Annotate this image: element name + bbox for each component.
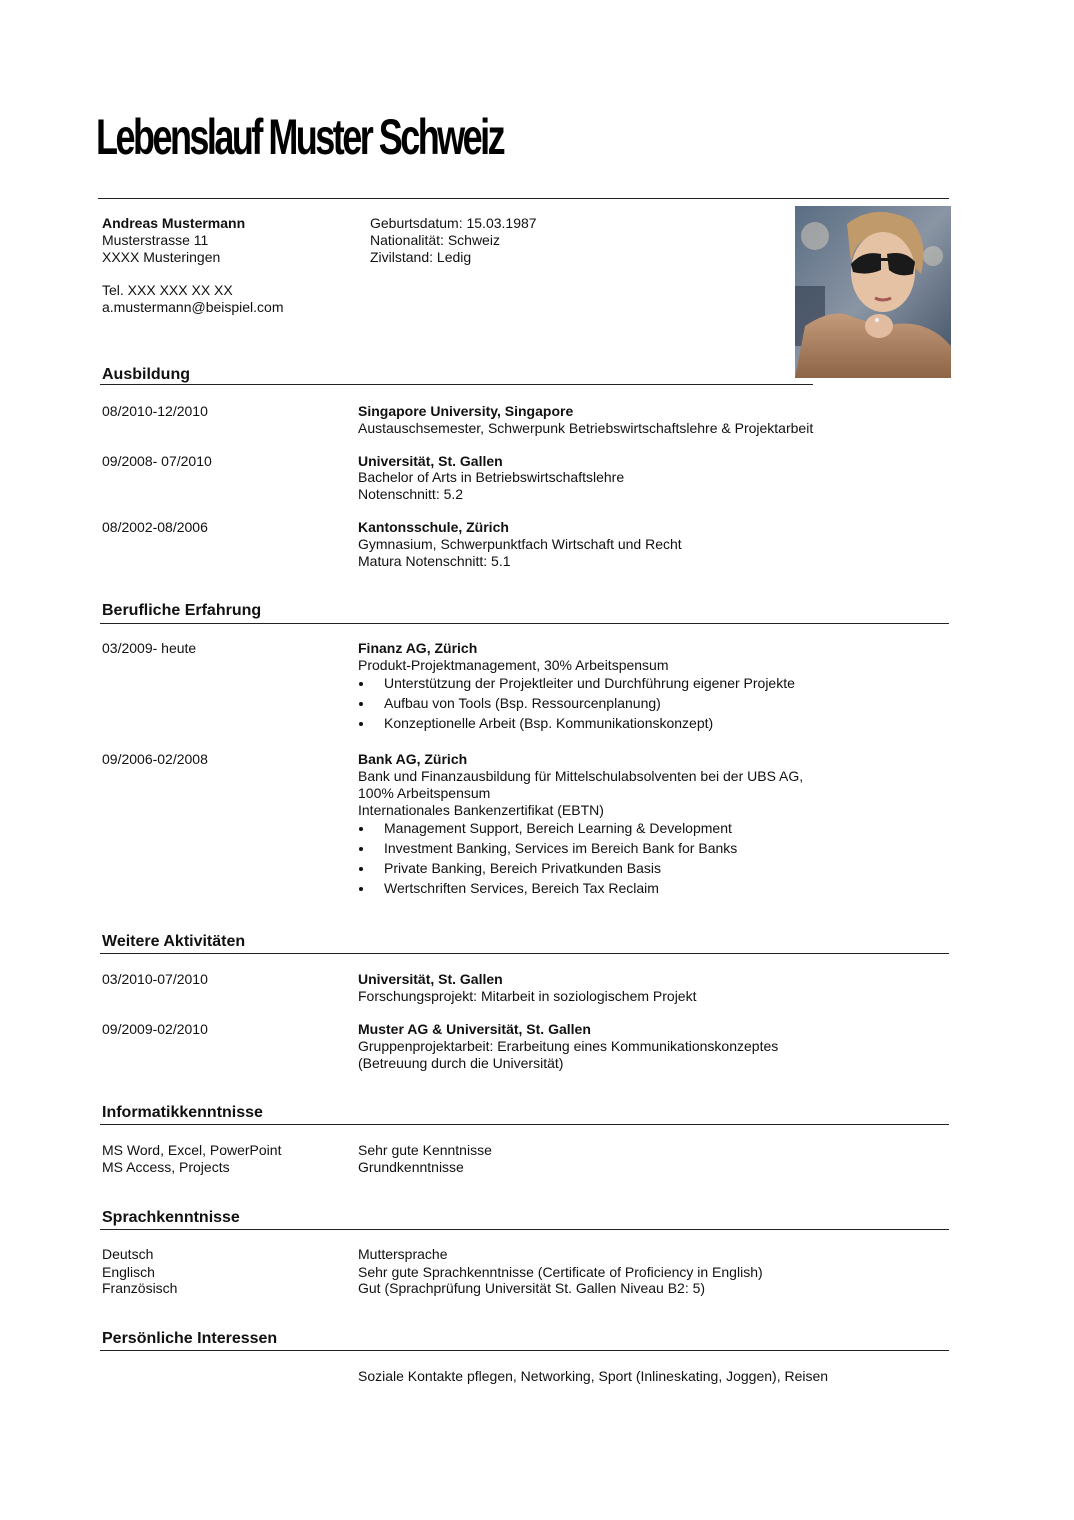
bullet-item: Investment Banking, Services im Bereich Bank for Banks [384, 840, 737, 857]
education-place-3: Kantonsschule, Zürich [358, 519, 509, 535]
it-level: Sehr gute Kenntnisse [358, 1142, 492, 1158]
education-line: Bachelor of Arts in Betriebswirtschaftslehre [358, 469, 625, 485]
it-divider [100, 1124, 949, 1125]
languages-divider [100, 1229, 949, 1230]
person-name: Andreas Mustermann [102, 215, 246, 231]
section-heading-interests: Persönliche Interessen [102, 1330, 278, 1347]
education-line: Notenschnitt: 5.2 [358, 486, 464, 502]
address-city: XXXX Musteringen [102, 249, 221, 265]
phone: Tel. XXX XXX XX XX [102, 282, 233, 298]
bullet-item: Private Banking, Bereich Privatkunden Basis [384, 860, 661, 877]
education-date-3: 08/2002-08/2006 [102, 519, 208, 535]
experience-line: Bank und Finanzausbildung für Mittelschulabsolventen bei der UBS AG, [358, 768, 804, 784]
it-skill: MS Access, Projects [102, 1159, 230, 1175]
language-name: Deutsch [102, 1246, 154, 1262]
bullet-item: Konzeptionelle Arbeit (Bsp. Kommunikationskonzept) [384, 715, 713, 732]
experience-line: 100% Arbeitspensum [358, 785, 491, 801]
experience-place-1: Finanz AG, Zürich [358, 640, 478, 656]
bullet-item: Aufbau von Tools (Bsp. Ressourcenplanung) [384, 695, 661, 712]
experience-line: Internationales Bankenzertifikat (EBTN) [358, 802, 604, 818]
bullet-item: Wertschriften Services, Bereich Tax Reclaim [384, 880, 659, 897]
section-heading-it: Informatikkenntnisse [102, 1104, 263, 1121]
experience-divider [100, 623, 949, 624]
experience-place-2: Bank AG, Zürich [358, 751, 468, 767]
section-heading-languages: Sprachkenntnisse [102, 1209, 240, 1226]
email: a.mustermann@beispiel.com [102, 299, 284, 315]
experience-date-2: 09/2006-02/2008 [102, 751, 208, 767]
activity-date-1: 03/2010-07/2010 [102, 971, 208, 987]
experience-date-1: 03/2009- heute [102, 640, 197, 656]
language-name: Französisch [102, 1280, 178, 1296]
it-level: Grundkenntnisse [358, 1159, 464, 1175]
language-level: Sehr gute Sprachkenntnisse (Certificate of Proficiency in English) [358, 1264, 763, 1280]
education-line: Austauschsemester, Schwerpunk Betriebswirtschaftslehre & Projektarbeit [358, 420, 814, 436]
activity-line: Gruppenprojektarbeit: Erarbeitung eines Kommunikationskonzeptes [358, 1038, 779, 1054]
marital-status: Zivilstand: Ledig [370, 249, 472, 265]
profile-photo [795, 206, 951, 378]
section-heading-activities: Weitere Aktivitäten [102, 933, 246, 950]
title-divider [98, 198, 949, 199]
interests-text: Soziale Kontakte pflegen, Networking, Sport (Inlineskating, Joggen), Reisen [358, 1368, 829, 1384]
language-name: Englisch [102, 1264, 155, 1280]
activity-place-1: Universität, St. Gallen [358, 971, 503, 987]
birth-date: Geburtsdatum: 15.03.1987 [370, 215, 537, 231]
address-street: Musterstrasse 11 [102, 232, 209, 248]
activity-place-2: Muster AG & Universität, St. Gallen [358, 1021, 591, 1037]
page-title: Lebenslauf Muster Schweiz [96, 109, 504, 165]
language-level: Gut (Sprachprüfung Universität St. Gallen Niveau B2: 5) [358, 1280, 706, 1296]
activities-divider [100, 953, 949, 954]
education-date-1: 08/2010-12/2010 [102, 403, 208, 419]
education-place-2: Universität, St. Gallen [358, 453, 503, 469]
experience-line: Produkt-Projektmanagement, 30% Arbeitspensum [358, 657, 669, 673]
interests-divider [100, 1350, 949, 1351]
education-line: Gymnasium, Schwerpunktfach Wirtschaft und Recht [358, 536, 682, 552]
education-place-1: Singapore University, Singapore [358, 403, 574, 419]
activity-line: (Betreuung durch die Universität) [358, 1055, 564, 1071]
education-date-2: 09/2008- 07/2010 [102, 453, 212, 469]
activity-date-2: 09/2009-02/2010 [102, 1021, 208, 1037]
nationality: Nationalität: Schweiz [370, 232, 500, 248]
activity-line: Forschungsprojekt: Mitarbeit in soziologischem Projekt [358, 988, 697, 1004]
education-line: Matura Notenschnitt: 5.1 [358, 553, 511, 569]
bullet-item: Unterstützung der Projektleiter und Durchführung eigener Projekte [384, 675, 795, 692]
language-level: Muttersprache [358, 1246, 448, 1262]
section-heading-education: Ausbildung [102, 366, 190, 383]
section-heading-experience: Berufliche Erfahrung [102, 602, 262, 619]
education-divider [100, 384, 813, 385]
it-skill: MS Word, Excel, PowerPoint [102, 1142, 282, 1158]
bullet-item: Management Support, Bereich Learning & Development [384, 820, 732, 837]
